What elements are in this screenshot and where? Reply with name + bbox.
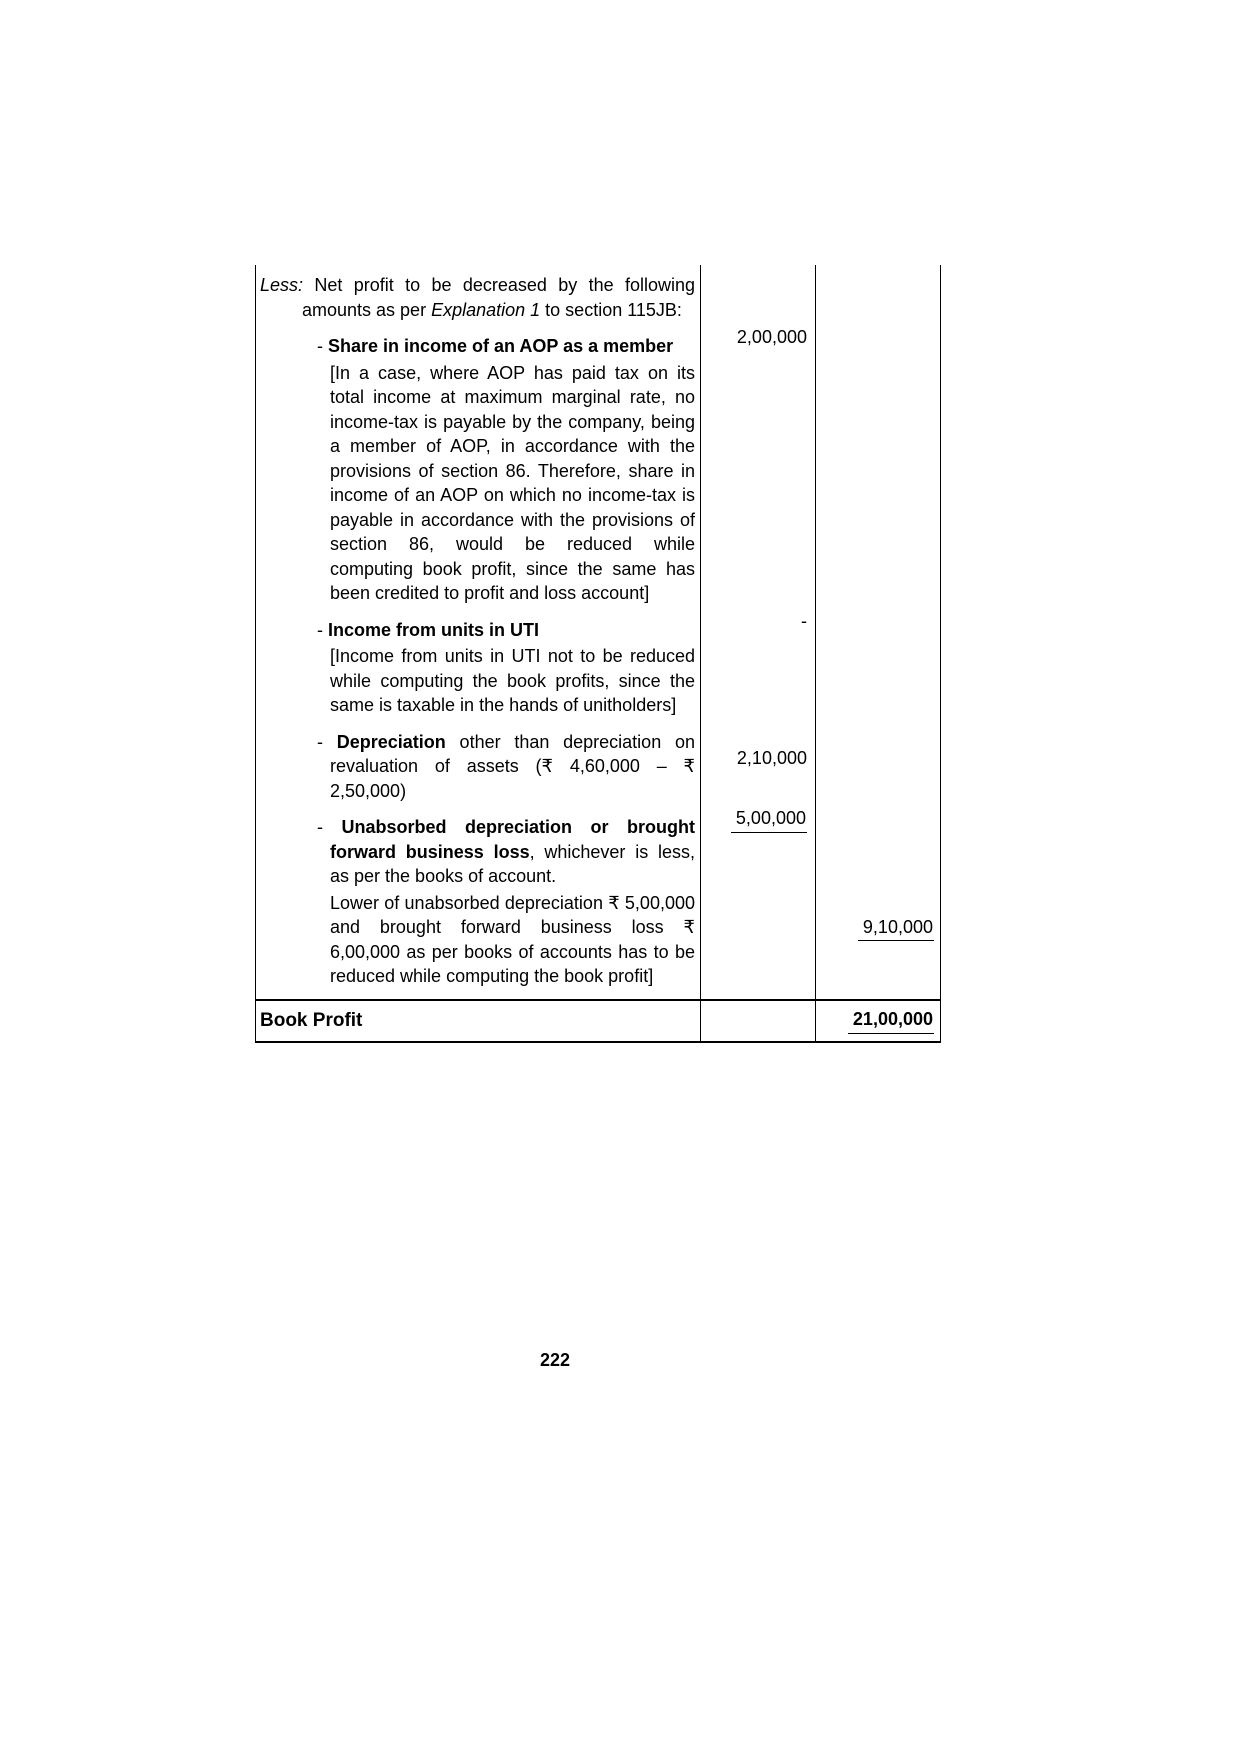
less-label: Less: <box>260 275 304 295</box>
amount-column-2-cell <box>816 322 941 606</box>
amount-value-underlined: 5,00,000 <box>731 806 807 833</box>
bullet-dash: - <box>317 336 323 356</box>
amount-column-1-cell <box>701 606 816 718</box>
item-note: Lower of unabsorbed depreciation ₹ 5,00,000 and brought forward business loss ₹ 6,00,000 as per books of accounts has to be reduced while computing the book profit] <box>330 892 695 986</box>
table-row-book-profit <box>255 999 941 1043</box>
item-title <box>317 815 695 889</box>
page-number: 222 <box>539 1350 571 1370</box>
description-cell <box>255 606 701 718</box>
amount-column-1-cell <box>701 1001 816 1041</box>
amount-value: - <box>801 610 807 631</box>
item-title-bold: Unabsorbed depreciation or brought forward business loss <box>330 817 695 862</box>
bullet-dash: - <box>317 619 323 640</box>
less-text-before: Net profit to be decreased by the following amounts as per <box>302 275 695 320</box>
bullet-dash: - <box>317 817 323 837</box>
description-cell <box>255 322 701 606</box>
amount-column-2-cell <box>816 1001 941 1041</box>
less-text-after: to section 115JB: <box>540 299 682 320</box>
amount-column-2-cell <box>816 889 941 999</box>
item-title-bold: Depreciation <box>336 731 446 752</box>
subtotal-value-underlined: 9,10,000 <box>858 915 934 942</box>
item-title-rest: other than depreciation on revaluation of assets (₹ 4,60,000 – ₹ 2,50,000) <box>330 731 695 801</box>
amount-column-1-cell <box>701 322 816 606</box>
item-title-bold: Share in income of an AOP as a member <box>328 336 674 356</box>
amount-column-1-cell <box>701 718 816 804</box>
description-cell <box>255 718 701 804</box>
amount-column-2-cell <box>816 803 941 889</box>
book-profit-computation-table <box>255 265 941 1043</box>
bullet-dash: - <box>317 731 323 752</box>
table-row-aop-share <box>255 322 941 606</box>
item-note: [In a case, where AOP has paid tax on its total income at maximum marginal rate, no income-tax is payable by the company, being a member of AOP, in accordance with the provisions of section 86. Therefore, share in income of an AOP on which no income-tax is payable in accordance with the provisions of section 86, would be reduced while computing book profit, since the same has been credited to profit and loss account] <box>330 362 695 603</box>
amount-value: 2,00,000 <box>736 327 807 347</box>
item-title-rest: , whichever is less, as per the books of account. <box>330 841 695 886</box>
amount-column-2-cell <box>816 718 941 804</box>
book-profit-amount: 21,00,000 <box>848 1007 934 1034</box>
table-row-depreciation <box>255 718 941 804</box>
description-cell <box>255 889 701 999</box>
amount-value: 2,10,000 <box>736 747 807 768</box>
explanation-term: Explanation 1 <box>431 299 541 320</box>
item-title <box>317 334 695 359</box>
amount-column-1-cell <box>701 265 816 322</box>
description-cell <box>255 265 701 322</box>
table-row-less-header <box>255 265 941 322</box>
less-header-text <box>260 273 695 322</box>
item-title-bold: Income from units in UTI <box>328 619 540 640</box>
amount-column-2-cell <box>816 265 941 322</box>
item-title <box>317 730 695 804</box>
item-title <box>317 618 695 643</box>
description-cell <box>255 803 701 889</box>
amount-column-1-cell <box>701 889 816 999</box>
book-profit-label: Book Profit <box>255 1001 701 1041</box>
table-row-unabsorbed-depreciation <box>255 803 941 889</box>
amount-column-2-cell <box>816 606 941 718</box>
item-note: [Income from units in UTI not to be reduced while computing the book profits, since the same is taxable in the hands of unitholders] <box>330 646 695 715</box>
amount-column-1-cell <box>701 803 816 889</box>
table-row-lower-of-note <box>255 889 941 999</box>
table-row-uti-income <box>255 606 941 718</box>
